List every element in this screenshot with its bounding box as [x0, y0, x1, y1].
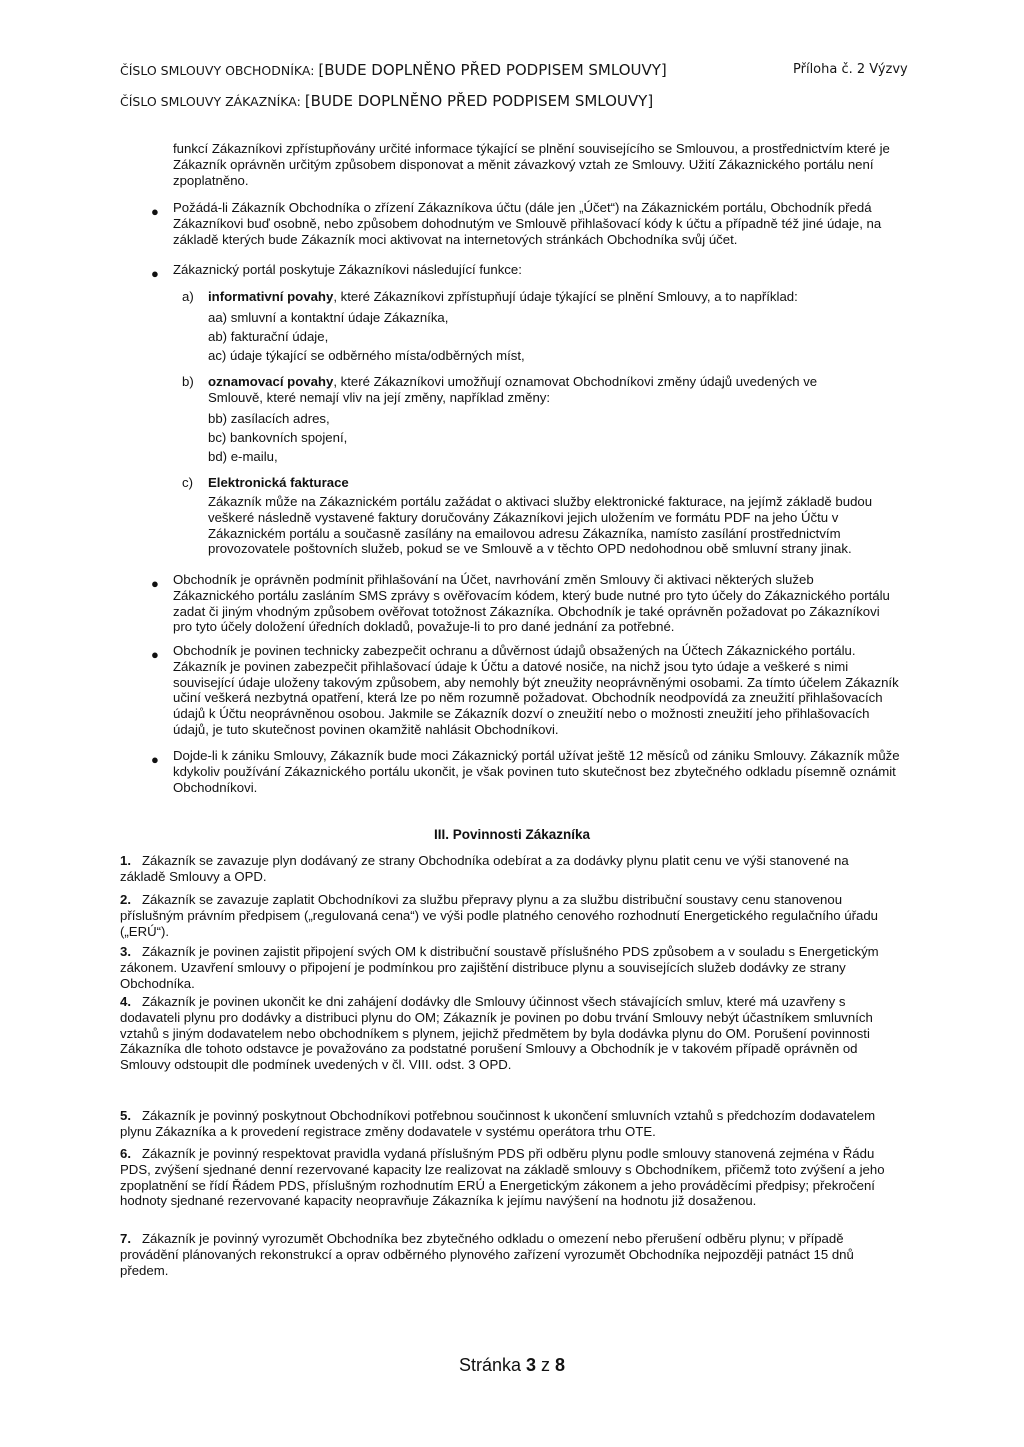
function-b-marker: b) — [182, 374, 194, 389]
function-a-item: aa) smluvní a kontaktní údaje Zákazníka, — [208, 310, 449, 325]
function-b-title: oznamovací povahy — [208, 374, 334, 389]
intro-paragraph: funkcí Zákazníkovi zpřístupňovány určité informace týkající se plnění souvisejícího se Smlouvou, a prostřednictvím které je Zákazník oprávněn určitým způsobem disponovat a měnit závazkový vztah ze Smlouvy. Užití Zákaznického portálu není zpoplatněno. — [173, 141, 890, 188]
function-b — [208, 374, 868, 406]
bullet-dot: ● — [151, 266, 159, 281]
bullet-paragraph-functions: Zákaznický portál poskytuje Zákazníkovi následující funkce: — [173, 262, 522, 277]
annex-label: Příloha č. 2 Výzvy — [793, 62, 908, 77]
bullet-paragraph-termination: Dojde-li k zániku Smlouvy, Zákazník bude moci Zákaznický portál užívat ještě 12 měsíců od zániku Smlouvy. Zákazník může kdykoliv používání Zákaznického portálu ukončit, je však povinen tuto skutečnost bez zbytečného odkladu písemně oznámit Obchodníkovi. — [173, 748, 900, 795]
bullet-paragraph-account: Požádá-li Zákazník Obchodníka o zřízení Zákazníkova účtu (dále jen „Účet“) na Zákaznickém portálu, Obchodník předá Zákazníkovi buď osobně, nebo způsobem dohodnutým ve Smlouvě přihlašovací kódy k účtu a případně též jiné údaje, na základě kterých bude Zákazník moci aktivovat na internetových stránkách Obchodníka svůj účet. — [173, 200, 882, 247]
clause-1: 1. Zákazník se zavazuje plyn dodávaný ze strany Obchodníka odebírat a za dodávky plynu platit cenu ve výši stanovené na základě Smlouvy a OPD. — [120, 853, 849, 884]
contract-number-customer-label: ČÍSLO SMLOUVY ZÁKAZNÍKA: — [120, 94, 305, 109]
function-a-marker: a) — [182, 289, 194, 304]
function-c-marker: c) — [182, 475, 193, 490]
function-a-item: ac) údaje týkající se odběrného místa/odběrných míst, — [208, 348, 525, 363]
section-title: III. Povinnosti Zákazníka — [433, 827, 591, 842]
contract-number-merchant — [120, 61, 667, 79]
contract-number-merchant-value: [BUDE DOPLNĚNO PŘED PODPISEM SMLOUVY] — [318, 61, 667, 79]
contract-number-customer-value: [BUDE DOPLNĚNO PŘED PODPISEM SMLOUVY] — [304, 92, 654, 110]
function-b-text: , které Zákazníkovi umožňují oznamovat Obchodníkovi změny údajů uvedených ve Smlouvě, které nemají vliv na její změny, například změny: — [208, 374, 818, 405]
page-number: Stránka 3 z 8 — [458, 1355, 566, 1375]
function-c-text: Zákazník může na Zákaznickém portálu zažádat o aktivaci služby elektronické fakturace, na jejímž základě budou veškeré následně vystavené faktury doručovány Zákazníkovi jejich uložením ve formátu PDF na jeho Účtu v Zákaznickém portálu a současně zasílány na emailovou adresu Zákazníka, namísto zasílání prostřednictvím provozovatele poštovních služeb, pokud se ve Smlouvě a v těchto OPD nedohodnou obě smluvní strany jinak. — [208, 494, 873, 557]
clause-6: 6. Zákazník je povinný respektovat pravidla vydaná příslušným PDS při odběru plynu podle smlouvy stanovená zejména v Řádu PDS, zvýšení sjednané denní rezervované kapacity lze realizovat na základě smlouvy s Obchodníkem, přičemž toto zvýšení a jeho zpoplatnění se řídí Řádem PDS, příslušným rozhodnutím ERÚ a Energetickým zákonem a jeho prováděcími předpisy; překročení hodnoty sjednané rezervované kapacity neopravňuje Zákazníka k jejímu navýšení na hodnotu již dosaženou. — [120, 1146, 885, 1209]
bullet-paragraph-security: Obchodník je povinen technicky zabezpečit ochranu a důvěrnost údajů obsažených na Účtech Zákaznického portálu. Zákazník je povinen zabezpečit přihlašovací údaje k Účtu a datové nosiče, na nichž jsou tyto údaje a veškeré s nimi související údaje uloženy takovým způsobem, aby nemohly být zneužity neoprávněnými osobami. Za tímto účelem Zákazník učiní veškerá nezbytná opatření, která lze po něm rozumně požadovat. Obchodník neodpovídá za zneužití přihlašovacích údajů k Účtu neoprávněnou osobou. Jakmile se Zákazník dozví o zneužití nebo o možnosti zneužití jeho přihlašovacích údajů, je tuto skutečnost povinen okamžitě nahlásit Obchodníkovi. — [173, 643, 899, 737]
function-b-item: bc) bankovních spojení, — [208, 430, 348, 445]
function-a-title: informativní povahy — [208, 289, 334, 304]
function-a-item: ab) fakturační údaje, — [208, 329, 329, 344]
bullet-paragraph-sms: Obchodník je oprávněn podmínit přihlašování na Účet, navrhování změn Smlouvy či aktivaci některých služeb Zákaznického portálu zasláním SMS zprávy s ověřovacím kódem, který bude nutné pro tyto účely do Zákaznického portálu zadat či jiným vhodným způsobem ověřovat totožnost Zákazníka. Obchodník je také oprávněn požadovat po Zákazníkovi pro tyto účely doložení úředních dokladů, považuje-li to pro dané jednání za potřebné. — [173, 572, 890, 635]
bullet-dot: ● — [151, 576, 159, 591]
clause-3: 3. Zákazník je povinen zajistit připojení svých OM k distribuční soustavě příslušného PDS způsobem a v souladu s Energetickým zákonem. Uzavření smlouvy o připojení je podmínkou pro zajištění distribuce plynu a souvisejících služeb dodávky ze strany Obchodníka. — [120, 944, 879, 991]
bullet-dot: ● — [151, 647, 159, 662]
function-a-text: , které Zákazníkovi zpřístupňují údaje týkající se plnění Smlouvy, a to například: — [333, 289, 798, 304]
function-c-title: Elektronická fakturace — [208, 475, 349, 490]
bullet-dot: ● — [151, 204, 159, 219]
function-b-item: bb) zasílacích adres, — [208, 411, 330, 426]
function-b-item: bd) e-mailu, — [208, 449, 278, 464]
clause-4: 4. Zákazník je povinen ukončit ke dni zahájení dodávky dle Smlouvy účinnost všech stávajících smluv, které má uzavřeny s dodavateli plynu pro dodávky a distribuci plynu do OM; Zákazník je povinen po dobu trvání Smlouvy nebýt účastníkem smluvních vztahů s jiným dodavatelem nebo obchodníkem s plynem, jejichž předmětem by byla dodávka plynu do OM. Porušení povinnosti Zákazníka dle tohoto odstavce je považováno za podstatné porušení Smlouvy a Obchodník je v takovém případě oprávněn od Smlouvy odstoupit dle podmínek uvedených v čl. VIII. odst. 3 OPD. — [120, 994, 873, 1073]
contract-number-merchant-label: ČÍSLO SMLOUVY OBCHODNÍKA: — [120, 63, 319, 78]
contract-number-customer — [120, 92, 653, 110]
function-a — [208, 289, 908, 305]
clause-7: 7. Zákazník je povinný vyrozumět Obchodníka bez zbytečného odkladu o omezení nebo přerušení odběru plynu; v případě provádění plánovaných rekonstrukcí a oprav odběrného plynového zařízení vyrozumět Obchodníka nejpozději patnáct 15 dnů předem. — [120, 1231, 854, 1278]
clause-2: 2. Zákazník se zavazuje zaplatit Obchodníkovi za službu přepravy plynu a za službu distribuční soustavy cenu stanovenou příslušným právním předpisem („regulovaná cena“) ve výši podle platného cenového rozhodnutí Energetického regulačního úřadu („ERÚ“). — [120, 892, 878, 939]
clause-5: 5. Zákazník je povinný poskytnout Obchodníkovi potřebnou součinnost k ukončení smluvních vztahů s předchozím dodavatelem plynu Zákazníka a k provedení registrace změny dodavatele v systému operátora trhu OTE. — [120, 1108, 876, 1139]
bullet-dot: ● — [151, 752, 159, 767]
